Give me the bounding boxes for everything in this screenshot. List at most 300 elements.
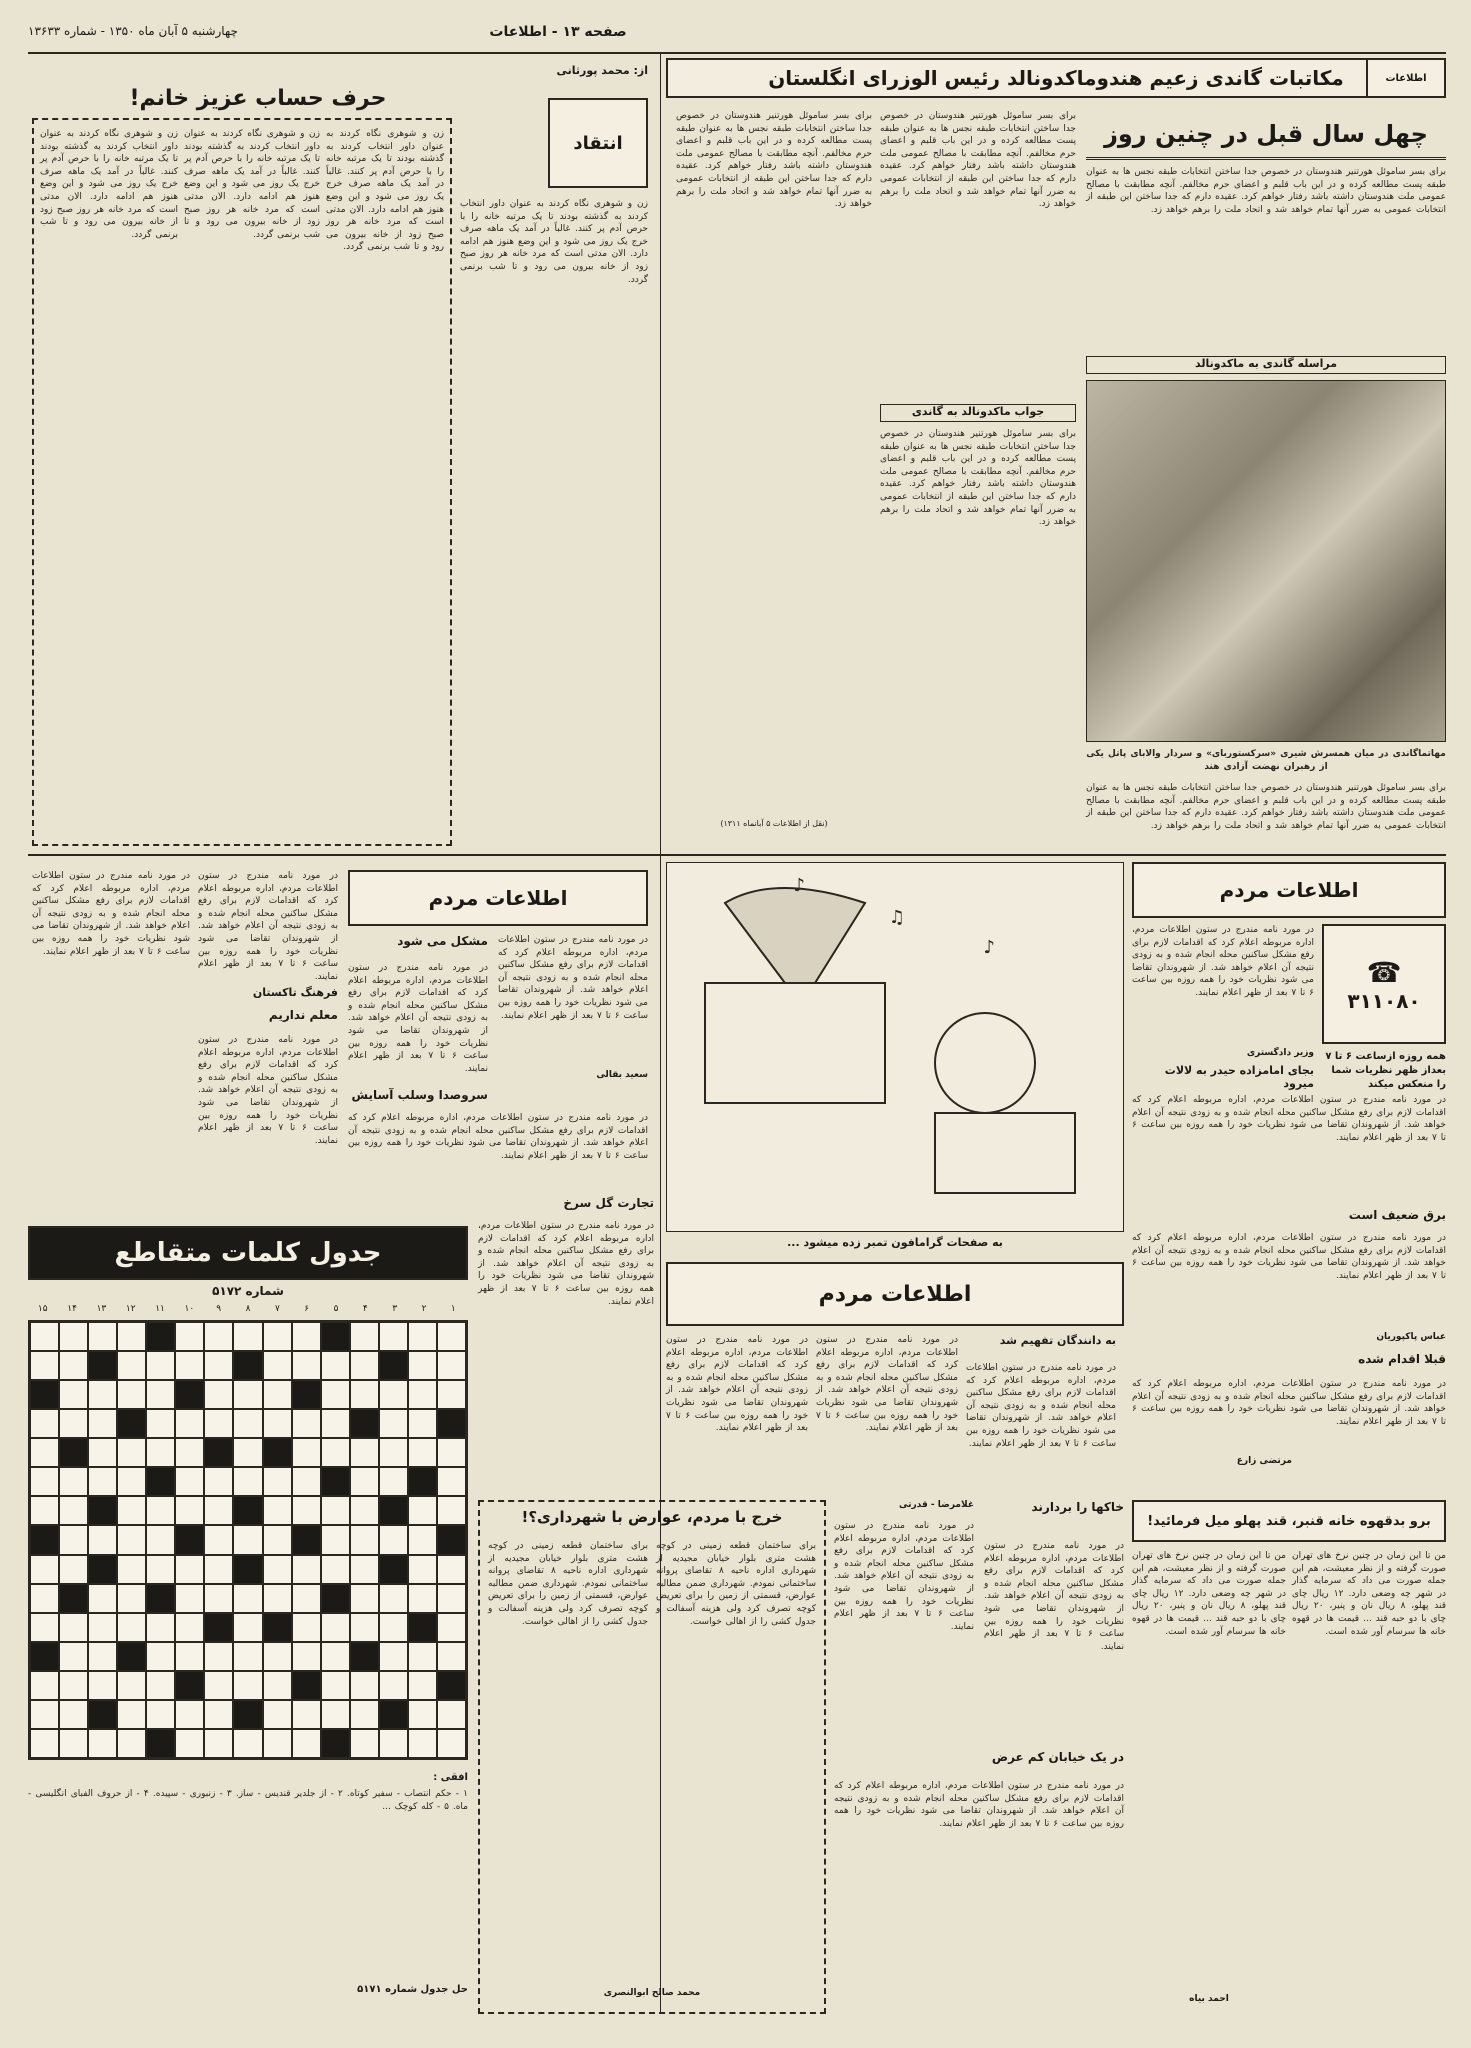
crossword-black-cell <box>321 1584 350 1613</box>
crossword-cell[interactable] <box>30 1322 59 1351</box>
crossword-cell[interactable] <box>175 1322 204 1351</box>
critique-col4: زن و شوهری نگاه کردند به عنوان داور انتخاب کردند به گذشته بودند تا یک مرتبه خانه را با حرص آدم پر کنند. غالباً در آمد یک ماهه صرف خرج یک روز می شود و این وضع هنوز هم ادامه دارد. الان مدتی است که مرد خانه هر روز صبح زود از خانه بیرون می رود و تا شب برنمی گردد. <box>460 199 648 285</box>
crossword-cell[interactable] <box>175 1467 204 1496</box>
crossword-cell[interactable] <box>117 1613 146 1642</box>
crossword-black-cell <box>117 1409 146 1438</box>
crossword-black-cell <box>146 1467 175 1496</box>
crossword-cell[interactable] <box>350 1555 379 1584</box>
crossword-cell[interactable] <box>88 1729 117 1758</box>
people-right-body4: در مورد نامه مندرج در ستون اطلاعات مردم، اداره مربوطه اعلام کرد که اقدامات لازم برای رفع مشکل ساکنین محله انجام شده و به زودی نتیجه آن اعلام خواهد شد. از شهروندان تقاضا می شود نظریات خود را همه روزه بین ساعت ۶ تا ۷ بعد از ظهر اعلام نمایند. <box>1132 1379 1446 1427</box>
gandhi-body-mid: برای بسر ساموئل هورتنیر هندوستان در خصوص جدا ساختن انتخابات طبقه نجس ها به عنوان طبقه پست مطالعه کرده و در این باب قلبم و اعضای حرم مخالفم. آنچه مطابقت با مصالح عمومی ملت هندوستان داشته باشد رفتار خواهم کرد. عقیده دارم که جدا ساختن این طبقه از انتخابات عمومی به ضرر آنها تمام خواهد شد و اتحاد ملت را برهم خواهد زد. <box>880 111 1076 210</box>
crossword-cell[interactable] <box>321 1613 350 1642</box>
crossword-cell[interactable] <box>408 1351 437 1380</box>
crossword-black-cell <box>88 1351 117 1380</box>
headline-soil: خاکها را بردارند <box>1031 1500 1124 1514</box>
crossword-cell[interactable] <box>437 1322 466 1351</box>
crossword-cell[interactable] <box>146 1555 175 1584</box>
crossword-cell[interactable] <box>117 1729 146 1758</box>
crossword-cell[interactable] <box>88 1467 117 1496</box>
crossword-black-cell <box>350 1409 379 1438</box>
critique-title: حرف حساب عزیز خانم! <box>129 86 387 111</box>
crossword-black-cell <box>146 1322 175 1351</box>
crossword-cell[interactable] <box>437 1729 466 1758</box>
crossword-cell[interactable] <box>350 1613 379 1642</box>
people-right-body3: در مورد نامه مندرج در ستون اطلاعات مردم، اداره مربوطه اعلام کرد که اقدامات لازم برای رفع مشکل ساکنین محله انجام شده و به زودی نتیجه آن اعلام خواهد شد. از شهروندان تقاضا می شود نظریات خود را همه روزه بین ساعت ۶ تا ۷ بعد از ظهر اعلام نمایند. <box>1132 1233 1446 1281</box>
crossword-cell[interactable] <box>59 1322 88 1351</box>
crossword-cell[interactable] <box>233 1584 262 1613</box>
crossword-cell[interactable] <box>117 1322 146 1351</box>
crossword-cell[interactable] <box>30 1700 59 1729</box>
crossword-cell[interactable] <box>263 1351 292 1380</box>
crossword-cell[interactable] <box>233 1438 262 1467</box>
headline-narrow-street: در یک خیابان کم عرض <box>991 1750 1124 1764</box>
crossword-cell[interactable] <box>321 1642 350 1671</box>
crossword-black-cell <box>204 1438 233 1467</box>
crossword-cell[interactable] <box>204 1525 233 1554</box>
crossword-cell[interactable] <box>30 1438 59 1467</box>
sig-ghodrati: غلامرضا - قدرتی <box>899 1500 974 1510</box>
crossword-cell[interactable] <box>292 1642 321 1671</box>
crossword-cell[interactable] <box>204 1700 233 1729</box>
people-left-col2: در مورد نامه مندرج در ستون اطلاعات مردم، اداره مربوطه اعلام کرد که اقدامات لازم برای رفع مشکل ساکنین محله انجام شده و به زودی نتیجه آن اعلام خواهد شد. از شهروندان تقاضا می شود نظریات خود را همه روزه بین ساعت ۶ تا ۷ بعد از ظهر اعلام نمایند. <box>348 963 489 1074</box>
crossword-cell[interactable] <box>30 1409 59 1438</box>
crossword-cell[interactable] <box>175 1555 204 1584</box>
crossword-black-cell <box>321 1729 350 1758</box>
crossword-column-number: ۳ <box>392 1304 398 1314</box>
critique-col2: زن و شوهری نگاه کردند به عنوان داور انتخاب کردند به گذشته بودند تا یک مرتبه خانه را با حرص آدم پر کنند. غالباً در آمد یک ماهه صرف خرج یک روز می شود و این وضع هنوز هم ادامه دارد. الان مدتی است که مرد خانه هر روز صبح زود از خانه بیرون می رود و تا شب برنمی گردد. <box>184 129 320 240</box>
crossword-black-cell <box>321 1467 350 1496</box>
forty-years-title-box <box>1086 110 1446 160</box>
crossword-cell[interactable] <box>321 1700 350 1729</box>
crossword-black-cell <box>437 1671 466 1700</box>
crossword-cell[interactable] <box>437 1438 466 1467</box>
crossword-cell[interactable] <box>233 1642 262 1671</box>
people-left-col5: در مورد نامه مندرج در ستون اطلاعات مردم، اداره مربوطه اعلام کرد که اقدامات لازم برای رفع مشکل ساکنین محله انجام شده و به زودی نتیجه آن اعلام خواهد شد. از شهروندان تقاضا می شود نظریات خود را همه روزه بین ساعت ۶ تا ۷ بعد از ظهر اعلام نمایند. <box>198 1035 339 1146</box>
people-left-col6: در مورد نامه مندرج در ستون اطلاعات مردم، اداره مربوطه اعلام کرد که اقدامات لازم برای رفع مشکل ساکنین محله انجام شده و به زودی نتیجه آن اعلام خواهد شد. از شهروندان تقاضا می شود نظریات خود را همه روزه بین ساعت ۶ تا ۷ بعد از ظهر اعلام نمایند. <box>32 871 190 957</box>
people-right-body2: در مورد نامه مندرج در ستون اطلاعات مردم، اداره مربوطه اعلام کرد که اقدامات لازم برای رفع مشکل ساکنین محله انجام شده و به زودی نتیجه آن اعلام خواهد شد. از شهروندان تقاضا می شود نظریات خود را همه روزه بین ساعت ۶ تا ۷ بعد از ظهر اعلام نمایند. <box>1132 1095 1446 1143</box>
qahve-sig: احمد بیاه <box>1189 1994 1229 2004</box>
crossword-cell[interactable] <box>379 1380 408 1409</box>
crossword-cell[interactable] <box>146 1642 175 1671</box>
crossword-black-cell <box>88 1496 117 1525</box>
critique-section <box>28 58 654 850</box>
crossword-cell[interactable] <box>146 1700 175 1729</box>
people-left-col3: در مورد نامه مندرج در ستون اطلاعات مردم، اداره مربوطه اعلام کرد که اقدامات لازم برای رفع مشکل ساکنین محله انجام شده و به زودی نتیجه آن اعلام خواهد شد. از شهروندان تقاضا می شود نظریات خود را همه روزه بین ساعت ۶ تا ۷ بعد از ظهر اعلام نمایند. <box>348 1113 648 1161</box>
crossword-cell[interactable] <box>88 1642 117 1671</box>
crossword-cell[interactable] <box>437 1613 466 1642</box>
crossword-cell[interactable] <box>408 1700 437 1729</box>
crossword-cell[interactable] <box>263 1729 292 1758</box>
street-body: در مورد نامه مندرج در ستون اطلاعات مردم، اداره مربوطه اعلام کرد که اقدامات لازم برای رفع مشکل ساکنین محله انجام شده و به زودی نتیجه آن اعلام خواهد شد. از شهروندان تقاضا می شود نظریات خود را همه روزه بین ساعت ۶ تا ۷ بعد از ظهر اعلام نمایند. <box>834 1781 1124 1829</box>
crossword-cell[interactable] <box>408 1584 437 1613</box>
crossword-cell[interactable] <box>292 1438 321 1467</box>
crossword-cell[interactable] <box>350 1584 379 1613</box>
crossword-cell[interactable] <box>117 1584 146 1613</box>
crossword-cell[interactable] <box>59 1380 88 1409</box>
page-header <box>28 18 1446 52</box>
crossword-cell[interactable] <box>204 1322 233 1351</box>
crossword-cell[interactable] <box>175 1729 204 1758</box>
phone-box <box>1322 924 1446 1044</box>
crossword-cell[interactable] <box>233 1613 262 1642</box>
critique-logo <box>548 98 648 188</box>
crossword-cell[interactable] <box>437 1467 466 1496</box>
khorj-title: خرج با مردم، عوارض با شهرداری؟! <box>521 1508 783 1526</box>
crossword-black-cell <box>437 1525 466 1554</box>
headline-already: قبلا اقدام شده <box>1358 1352 1446 1366</box>
crossword-cell[interactable] <box>379 1642 408 1671</box>
crossword-cell[interactable] <box>379 1729 408 1758</box>
svg-text:♫: ♫ <box>888 907 905 928</box>
crossword-cell[interactable] <box>292 1613 321 1642</box>
crossword-cell[interactable] <box>321 1438 350 1467</box>
qahve-body-col1: من تا این زمان در چنین نرخ های تهران صورت گرفته و از نظر معیشت، هم این جمله صورت می داد که سرمایه گذار در شهر چه وضعی دارد. ۱۲ ریال چای قند پهلو، ۸ ریال نان و پنیر، ۲۰ ریال چای با دو حبه قند ... قیمت ها در قهوه خانه ها سرسام آور شده است. <box>1292 1551 1446 1637</box>
crossword-cell[interactable] <box>59 1555 88 1584</box>
crossword-cell[interactable] <box>146 1671 175 1700</box>
crossword-cell[interactable] <box>292 1409 321 1438</box>
crossword-cell[interactable] <box>233 1525 262 1554</box>
crossword-cell[interactable] <box>117 1467 146 1496</box>
crossword-cell[interactable] <box>263 1525 292 1554</box>
crossword-cell[interactable] <box>292 1700 321 1729</box>
crossword-cell[interactable] <box>59 1351 88 1380</box>
header-rule <box>28 52 1446 54</box>
crossword-cell[interactable] <box>350 1729 379 1758</box>
crossword-cell[interactable] <box>204 1467 233 1496</box>
crossword-cell[interactable] <box>30 1496 59 1525</box>
gandhi-headline-box <box>666 58 1446 98</box>
crossword-cell[interactable] <box>146 1496 175 1525</box>
crossword-black-cell <box>263 1613 292 1642</box>
crossword-cell[interactable] <box>408 1729 437 1758</box>
crossword-cell[interactable] <box>379 1671 408 1700</box>
crossword-cell[interactable] <box>437 1584 466 1613</box>
crossword-cell[interactable] <box>379 1467 408 1496</box>
crossword-cell[interactable] <box>30 1671 59 1700</box>
crossword-cell[interactable] <box>321 1525 350 1554</box>
crossword-cell[interactable] <box>175 1700 204 1729</box>
crossword-cell[interactable] <box>321 1496 350 1525</box>
khorj-section <box>478 1500 826 2014</box>
crossword-cell[interactable] <box>408 1380 437 1409</box>
byline: از: محمد پورثانی <box>556 64 648 77</box>
crossword-cell[interactable] <box>379 1584 408 1613</box>
crossword-cell[interactable] <box>146 1380 175 1409</box>
crossword-cell[interactable] <box>117 1438 146 1467</box>
crossword-cell[interactable] <box>117 1555 146 1584</box>
crossword-black-cell <box>292 1671 321 1700</box>
crossword-cell[interactable] <box>117 1525 146 1554</box>
crossword-cell[interactable] <box>117 1671 146 1700</box>
crossword-cell[interactable] <box>233 1729 262 1758</box>
crossword-cell[interactable] <box>59 1642 88 1671</box>
crossword-solution-label: حل جدول شماره ۵۱۷۱ <box>357 1984 468 1995</box>
crossword-cell[interactable] <box>408 1438 437 1467</box>
crossword-cell[interactable] <box>204 1496 233 1525</box>
crossword-cell[interactable] <box>321 1409 350 1438</box>
crossword-cell[interactable] <box>88 1613 117 1642</box>
crossword-cell[interactable] <box>175 1409 204 1438</box>
crossword-cell[interactable] <box>292 1351 321 1380</box>
crossword-cell[interactable] <box>88 1438 117 1467</box>
crossword-cell[interactable] <box>204 1584 233 1613</box>
crossword-column-number: ۱۵ <box>37 1304 48 1314</box>
crossword-cell[interactable] <box>204 1729 233 1758</box>
crossword-black-cell <box>146 1584 175 1613</box>
crossword-cell[interactable] <box>117 1700 146 1729</box>
people-banner-right-text: اطلاعات مردم <box>1219 878 1359 902</box>
crossword-cell[interactable] <box>292 1496 321 1525</box>
crossword-cell[interactable] <box>350 1700 379 1729</box>
crossword-cell[interactable] <box>204 1671 233 1700</box>
crossword-column-number: ۶ <box>304 1304 310 1314</box>
crossword-column-number: ۴ <box>362 1304 368 1314</box>
crossword-cell[interactable] <box>379 1322 408 1351</box>
crossword-cell[interactable] <box>263 1584 292 1613</box>
crossword-cell[interactable] <box>88 1380 117 1409</box>
crossword-black-cell <box>379 1496 408 1525</box>
crossword-cell[interactable] <box>263 1409 292 1438</box>
crossword-cell[interactable] <box>175 1496 204 1525</box>
crossword-cell[interactable] <box>379 1438 408 1467</box>
crossword-cell[interactable] <box>175 1351 204 1380</box>
crossword-cell[interactable] <box>379 1613 408 1642</box>
crossword-column-number: ۸ <box>245 1304 251 1314</box>
crossword-cell[interactable] <box>263 1555 292 1584</box>
crossword-black-cell <box>408 1467 437 1496</box>
crossword-black-cell <box>350 1642 379 1671</box>
crossword-column-number: ۱۰ <box>184 1304 195 1314</box>
sig-baghali: سعید بقالی <box>596 1070 648 1080</box>
sig-pakpour: عباس پاکپوریان <box>1376 1332 1446 1342</box>
crossword-cell[interactable] <box>117 1496 146 1525</box>
soil-section <box>834 1500 1124 2014</box>
crossword-column-number: ۱ <box>450 1304 456 1314</box>
crossword-black-cell <box>204 1613 233 1642</box>
crossword-cell[interactable] <box>408 1671 437 1700</box>
crossword-cell[interactable] <box>59 1496 88 1525</box>
crossword-cell[interactable] <box>350 1467 379 1496</box>
crossword-cell[interactable] <box>146 1438 175 1467</box>
crossword-black-cell <box>175 1671 204 1700</box>
cartoon-section <box>666 862 1124 1262</box>
crossword-cell[interactable] <box>30 1584 59 1613</box>
gandhi-body-mid2: برای بسر ساموئل هورتنیر هندوستان در خصوص جدا ساختن انتخابات طبقه نجس ها به عنوان طبقه پست مطالعه کرده و در این باب قلبم و اعضای حرم مخالفم. آنچه مطابقت با مصالح عمومی ملت هندوستان داشته باشد رفتار خواهم کرد. عقیده دارم که جدا ساختن این طبقه از انتخابات عمومی به ضرر آنها تمام خواهد شد و اتحاد ملت را برهم خواهد زد. <box>880 429 1076 528</box>
gandhi-source: (نقل از اطلاعات ۵ آبانماه ۱۳۱۱) <box>720 819 828 828</box>
date-issue: چهارشنبه ۵ آبان ماه ۱۳۵۰ - شماره ۱۳۶۳۳ <box>28 24 238 38</box>
crossword-cell[interactable] <box>59 1729 88 1758</box>
crossword-cell[interactable] <box>146 1525 175 1554</box>
crossword-black-cell <box>408 1613 437 1642</box>
crossword-cell[interactable] <box>350 1380 379 1409</box>
crossword-column-number: ۲ <box>421 1304 427 1314</box>
critique-col3: زن و شوهری نگاه کردند به عنوان داور انتخاب کردند به گذشته بودند تا یک مرتبه خانه را با حرص آدم پر کنند. غالباً در آمد یک ماهه صرف خرج یک روز می شود و این وضع هنوز هم ادامه دارد. الان مدتی است که مرد خانه هر روز صبح زود از خانه بیرون می رود و تا شب برنمی گردد. <box>40 129 178 240</box>
crossword-cell[interactable] <box>30 1555 59 1584</box>
crossword-cell[interactable] <box>263 1496 292 1525</box>
crossword-cell[interactable] <box>146 1409 175 1438</box>
khorj-body-col1: برای ساختمان قطعه زمینی در کوچه هشت متری بلوار خیابان مجیدیه از شهرداری اداره ناحیه ۸ تقاضای پروانه ساختمانی نمودم. شهرداری ضمن مطالبه عوارض، قسمتی از زمین را برای تعریض کوچه تصرف کرد ولی هزینه آسفالت و جدول کشی را از اهالی خواست. <box>656 1541 816 1627</box>
trade-body: در مورد نامه مندرج در ستون اطلاعات مردم، اداره مربوطه اعلام کرد که اقدامات لازم برای رفع مشکل ساکنین محله انجام شده و به زودی نتیجه آن اعلام خواهد شد. از شهروندان تقاضا می شود نظریات خود را همه روزه بین ساعت ۶ تا ۷ بعد از ظهر اعلام نمایند. <box>478 1221 655 1307</box>
crossword-cell[interactable] <box>350 1351 379 1380</box>
crossword-cell[interactable] <box>263 1322 292 1351</box>
crossword-cell[interactable] <box>59 1525 88 1554</box>
crossword-cell[interactable] <box>233 1380 262 1409</box>
crossword-cell[interactable] <box>233 1409 262 1438</box>
crossword-cell[interactable] <box>59 1613 88 1642</box>
people-section-right <box>1132 862 1446 1482</box>
gandhi-body-bottom: برای بسر ساموئل هورتنیر هندوستان در خصوص جدا ساختن انتخابات طبقه نجس ها به عنوان طبقه پست مطالعه کرده و در این باب قلبم و اعضای حرم مخالفم. آنچه مطابقت با مصالح عمومی ملت هندوستان داشته باشد رفتار خواهم کرد. عقیده دارم که جدا ساختن این طبقه از انتخابات عمومی به ضرر آنها تمام خواهد شد و اتحاد ملت را برهم خواهد زد. <box>1086 783 1446 831</box>
crossword-cell[interactable] <box>59 1467 88 1496</box>
crossword-cell[interactable] <box>117 1380 146 1409</box>
crossword-black-cell <box>117 1642 146 1671</box>
crossword-cell[interactable] <box>437 1555 466 1584</box>
crossword-cell[interactable] <box>175 1642 204 1671</box>
section-divider <box>28 854 1446 856</box>
sub-reply <box>880 404 1076 422</box>
crossword-black-cell <box>379 1555 408 1584</box>
gandhi-headline: مکاتبات گاندی زعیم هندوماکدونالد رئیس الوزرای انگلستان <box>768 66 1344 90</box>
crossword-cell[interactable] <box>437 1496 466 1525</box>
crossword-cell[interactable] <box>408 1525 437 1554</box>
crossword-cell[interactable] <box>292 1322 321 1351</box>
crossword-black-cell <box>175 1380 204 1409</box>
crossword-cell[interactable] <box>292 1555 321 1584</box>
crossword-cell[interactable] <box>321 1351 350 1380</box>
khorj-body-col2: برای ساختمان قطعه زمینی در کوچه هشت متری بلوار خیابان مجیدیه از شهرداری اداره ناحیه ۸ تقاضای پروانه ساختمانی نمودم. شهرداری ضمن مطالبه عوارض، قسمتی از زمین را برای تعریض کوچه تصرف کرد ولی هزینه آسفالت و جدول کشی را از اهالی خواست. <box>488 1541 648 1627</box>
critique-col1: زن و شوهری نگاه کردند به عنوان داور انتخاب کردند به گذشته بودند تا یک مرتبه خانه را با حرص آدم پر کنند. غالباً در آمد یک ماهه صرف خرج یک روز می شود و این وضع هنوز هم ادامه دارد. الان مدتی است که مرد خانه هر روز صبح زود از خانه بیرون می رود و تا شب برنمی گردد. <box>326 129 444 253</box>
crossword-cell[interactable] <box>204 1380 233 1409</box>
crossword-cell[interactable] <box>350 1525 379 1554</box>
people-banner-left <box>348 870 648 926</box>
crossword-cell[interactable] <box>408 1555 437 1584</box>
gramophone-cartoon <box>666 862 1124 1232</box>
crossword-cell[interactable] <box>437 1700 466 1729</box>
crossword-cell[interactable] <box>59 1671 88 1700</box>
crossword-cell[interactable] <box>146 1613 175 1642</box>
crossword-cell[interactable] <box>30 1729 59 1758</box>
crossword-cell[interactable] <box>350 1438 379 1467</box>
crossword-cell[interactable] <box>263 1671 292 1700</box>
crossword-cell[interactable] <box>175 1584 204 1613</box>
crossword-cell[interactable] <box>350 1322 379 1351</box>
crossword-cell[interactable] <box>263 1467 292 1496</box>
crossword-cell[interactable] <box>204 1409 233 1438</box>
crossword-column-number: ۵ <box>333 1304 339 1314</box>
crossword-cell[interactable] <box>321 1380 350 1409</box>
crossword-black-cell <box>30 1642 59 1671</box>
qahve-title: برو بدقهوه خانه قنبر، قند پهلو میل فرمائید! <box>1147 1513 1431 1529</box>
crossword-cell[interactable] <box>263 1642 292 1671</box>
crossword-black-cell <box>146 1729 175 1758</box>
crossword-cell[interactable] <box>321 1555 350 1584</box>
crossword-cell[interactable] <box>204 1351 233 1380</box>
crossword-cell[interactable] <box>204 1642 233 1671</box>
people-mid-body1: در مورد نامه مندرج در ستون اطلاعات مردم، اداره مربوطه اعلام کرد که اقدامات لازم برای رفع مشکل ساکنین محله انجام شده و به زودی نتیجه آن اعلام خواهد شد. از شهروندان تقاضا می شود نظریات خود را همه روزه بین ساعت ۶ تا ۷ بعد از ظهر اعلام نمایند. <box>966 1363 1116 1449</box>
people-section-left <box>28 862 654 1192</box>
crossword-cell[interactable] <box>292 1584 321 1613</box>
people-left-col1: در مورد نامه مندرج در ستون اطلاعات مردم، اداره مربوطه اعلام کرد که اقدامات لازم برای رفع مشکل ساکنین محله انجام شده و به زودی نتیجه آن اعلام خواهد شد. از شهروندان تقاضا می شود نظریات خود را همه روزه بین ساعت ۶ تا ۷ بعد از ظهر اعلام نمایند. <box>498 935 648 1021</box>
headline-culture: فرهنگ تاکستان <box>252 986 338 999</box>
crossword-column-number: ۹ <box>216 1304 222 1314</box>
crossword-cell[interactable] <box>175 1613 204 1642</box>
crossword-cell[interactable] <box>88 1671 117 1700</box>
crossword-cell[interactable] <box>321 1671 350 1700</box>
crossword-black-cell <box>59 1438 88 1467</box>
crossword-cell[interactable] <box>350 1671 379 1700</box>
crossword-cell[interactable] <box>379 1409 408 1438</box>
crossword-cell[interactable] <box>408 1322 437 1351</box>
crossword-cell[interactable] <box>204 1555 233 1584</box>
crossword-cell[interactable] <box>30 1351 59 1380</box>
crossword-cell[interactable] <box>233 1467 262 1496</box>
hours-note: همه روزه ازساعت ۶ تا ۷ بعداز ظهر نظریات شما را منعکس میکند <box>1325 1051 1446 1090</box>
crossword-cell[interactable] <box>263 1380 292 1409</box>
crossword-column-number: ۷ <box>274 1304 280 1314</box>
crossword-black-cell <box>175 1525 204 1554</box>
gandhi-body-left: برای بسر ساموئل هورتنیر هندوستان در خصوص جدا ساختن انتخابات طبقه نجس ها به عنوان طبقه پست مطالعه کرده و در این باب قلبم و اعضای حرم مخالفم. آنچه مطابقت با مصالح عمومی ملت هندوستان داشته باشد رفتار خواهم کرد. عقیده دارم که جدا ساختن این طبقه از انتخابات عمومی به ضرر آنها تمام خواهد شد و اتحاد ملت را برهم خواهد زد. <box>676 111 872 210</box>
crossword-black-cell <box>233 1700 262 1729</box>
trade-section <box>478 1196 654 1486</box>
crossword-cell[interactable] <box>88 1409 117 1438</box>
sig-zare: مرتضی زارع <box>1236 1456 1292 1466</box>
crossword-cell[interactable] <box>292 1467 321 1496</box>
soil-body: در مورد نامه مندرج در ستون اطلاعات مردم، اداره مربوطه اعلام کرد که اقدامات لازم برای رفع مشکل ساکنین محله انجام شده و به زودی نتیجه آن اعلام خواهد شد. از شهروندان تقاضا می شود نظریات خود را همه روزه بین ساعت ۶ تا ۷ بعد از ظهر اعلام نمایند. <box>984 1541 1125 1652</box>
crossword-cell[interactable] <box>175 1438 204 1467</box>
crossword-cell[interactable] <box>117 1351 146 1380</box>
crossword-cell[interactable] <box>233 1671 262 1700</box>
gandhi-body-right: برای بسر ساموئل هورتنیر هندوستان در خصوص جدا ساختن انتخابات طبقه نجس ها به عنوان طبقه پست مطالعه کرده و در این باب قلبم و اعضای حرم مخالفم. آنچه مطابقت با مصالح عمومی ملت هندوستان داشته باشد رفتار خواهم کرد. عقیده دارم که جدا ساختن این طبقه از انتخابات عمومی به ضرر آنها تمام خواهد شد و اتحاد ملت را برهم خواهد زد. <box>1086 167 1446 215</box>
crossword-cell[interactable] <box>437 1351 466 1380</box>
critique-logo-text: انتقاد <box>573 132 623 154</box>
headline-electricity: برق ضعیف است <box>1348 1208 1446 1222</box>
crossword-cell[interactable] <box>408 1409 437 1438</box>
phone-number: ۳۱۱۰۸۰ <box>1347 988 1421 1013</box>
crossword-black-cell <box>292 1380 321 1409</box>
people-right-body: در مورد نامه مندرج در ستون اطلاعات مردم، اداره مربوطه اعلام کرد که اقدامات لازم برای رفع مشکل ساکنین محله انجام شده و به زودی نتیجه آن اعلام خواهد شد. از شهروندان تقاضا می شود نظریات خود را همه روزه بین ساعت ۶ تا ۷ بعد از ظهر اعلام نمایند. <box>1132 925 1314 998</box>
crossword-cell[interactable] <box>30 1467 59 1496</box>
crossword-cell[interactable] <box>88 1322 117 1351</box>
crossword-cell[interactable] <box>233 1322 262 1351</box>
crossword-cell[interactable] <box>263 1700 292 1729</box>
people-banner-middle <box>666 1262 1124 1326</box>
crossword-cell[interactable] <box>88 1525 117 1554</box>
crossword-black-cell <box>292 1525 321 1554</box>
svg-text:♪: ♪ <box>983 937 995 958</box>
crossword-column-numbers <box>28 1304 468 1320</box>
sub2-text: جواب ماکدونالد به گاندی <box>911 405 1045 418</box>
crossword-black-cell <box>59 1584 88 1613</box>
crossword-cell[interactable] <box>88 1584 117 1613</box>
crossword-grid[interactable] <box>28 1320 468 1760</box>
crossword-cell[interactable] <box>437 1642 466 1671</box>
crossword-column-number: ۱۴ <box>67 1304 77 1314</box>
crossword-cell[interactable] <box>408 1642 437 1671</box>
people-banner-left-text: اطلاعات مردم <box>428 886 568 910</box>
crossword-cell[interactable] <box>379 1525 408 1554</box>
crossword-cell[interactable] <box>146 1351 175 1380</box>
crossword-cell[interactable] <box>59 1700 88 1729</box>
people-mid-body3: در مورد نامه مندرج در ستون اطلاعات مردم، اداره مربوطه اعلام کرد که اقدامات لازم برای رفع مشکل ساکنین محله انجام شده و به زودی نتیجه آن اعلام خواهد شد. از شهروندان تقاضا می شود نظریات خود را همه روزه بین ساعت ۶ تا ۷ بعد از ظهر اعلام نمایند. <box>666 1335 809 1434</box>
crossword-cell[interactable] <box>30 1613 59 1642</box>
crossword-cell[interactable] <box>350 1496 379 1525</box>
crossword-title: جدول کلمات متقاطع <box>114 1238 382 1268</box>
crossword-black-cell <box>233 1351 262 1380</box>
crossword-cell[interactable] <box>408 1496 437 1525</box>
crossword-cell[interactable] <box>437 1380 466 1409</box>
crossword-cell[interactable] <box>292 1729 321 1758</box>
headline-problem: مشکل می شود <box>397 934 488 948</box>
crossword-cell[interactable] <box>59 1409 88 1438</box>
